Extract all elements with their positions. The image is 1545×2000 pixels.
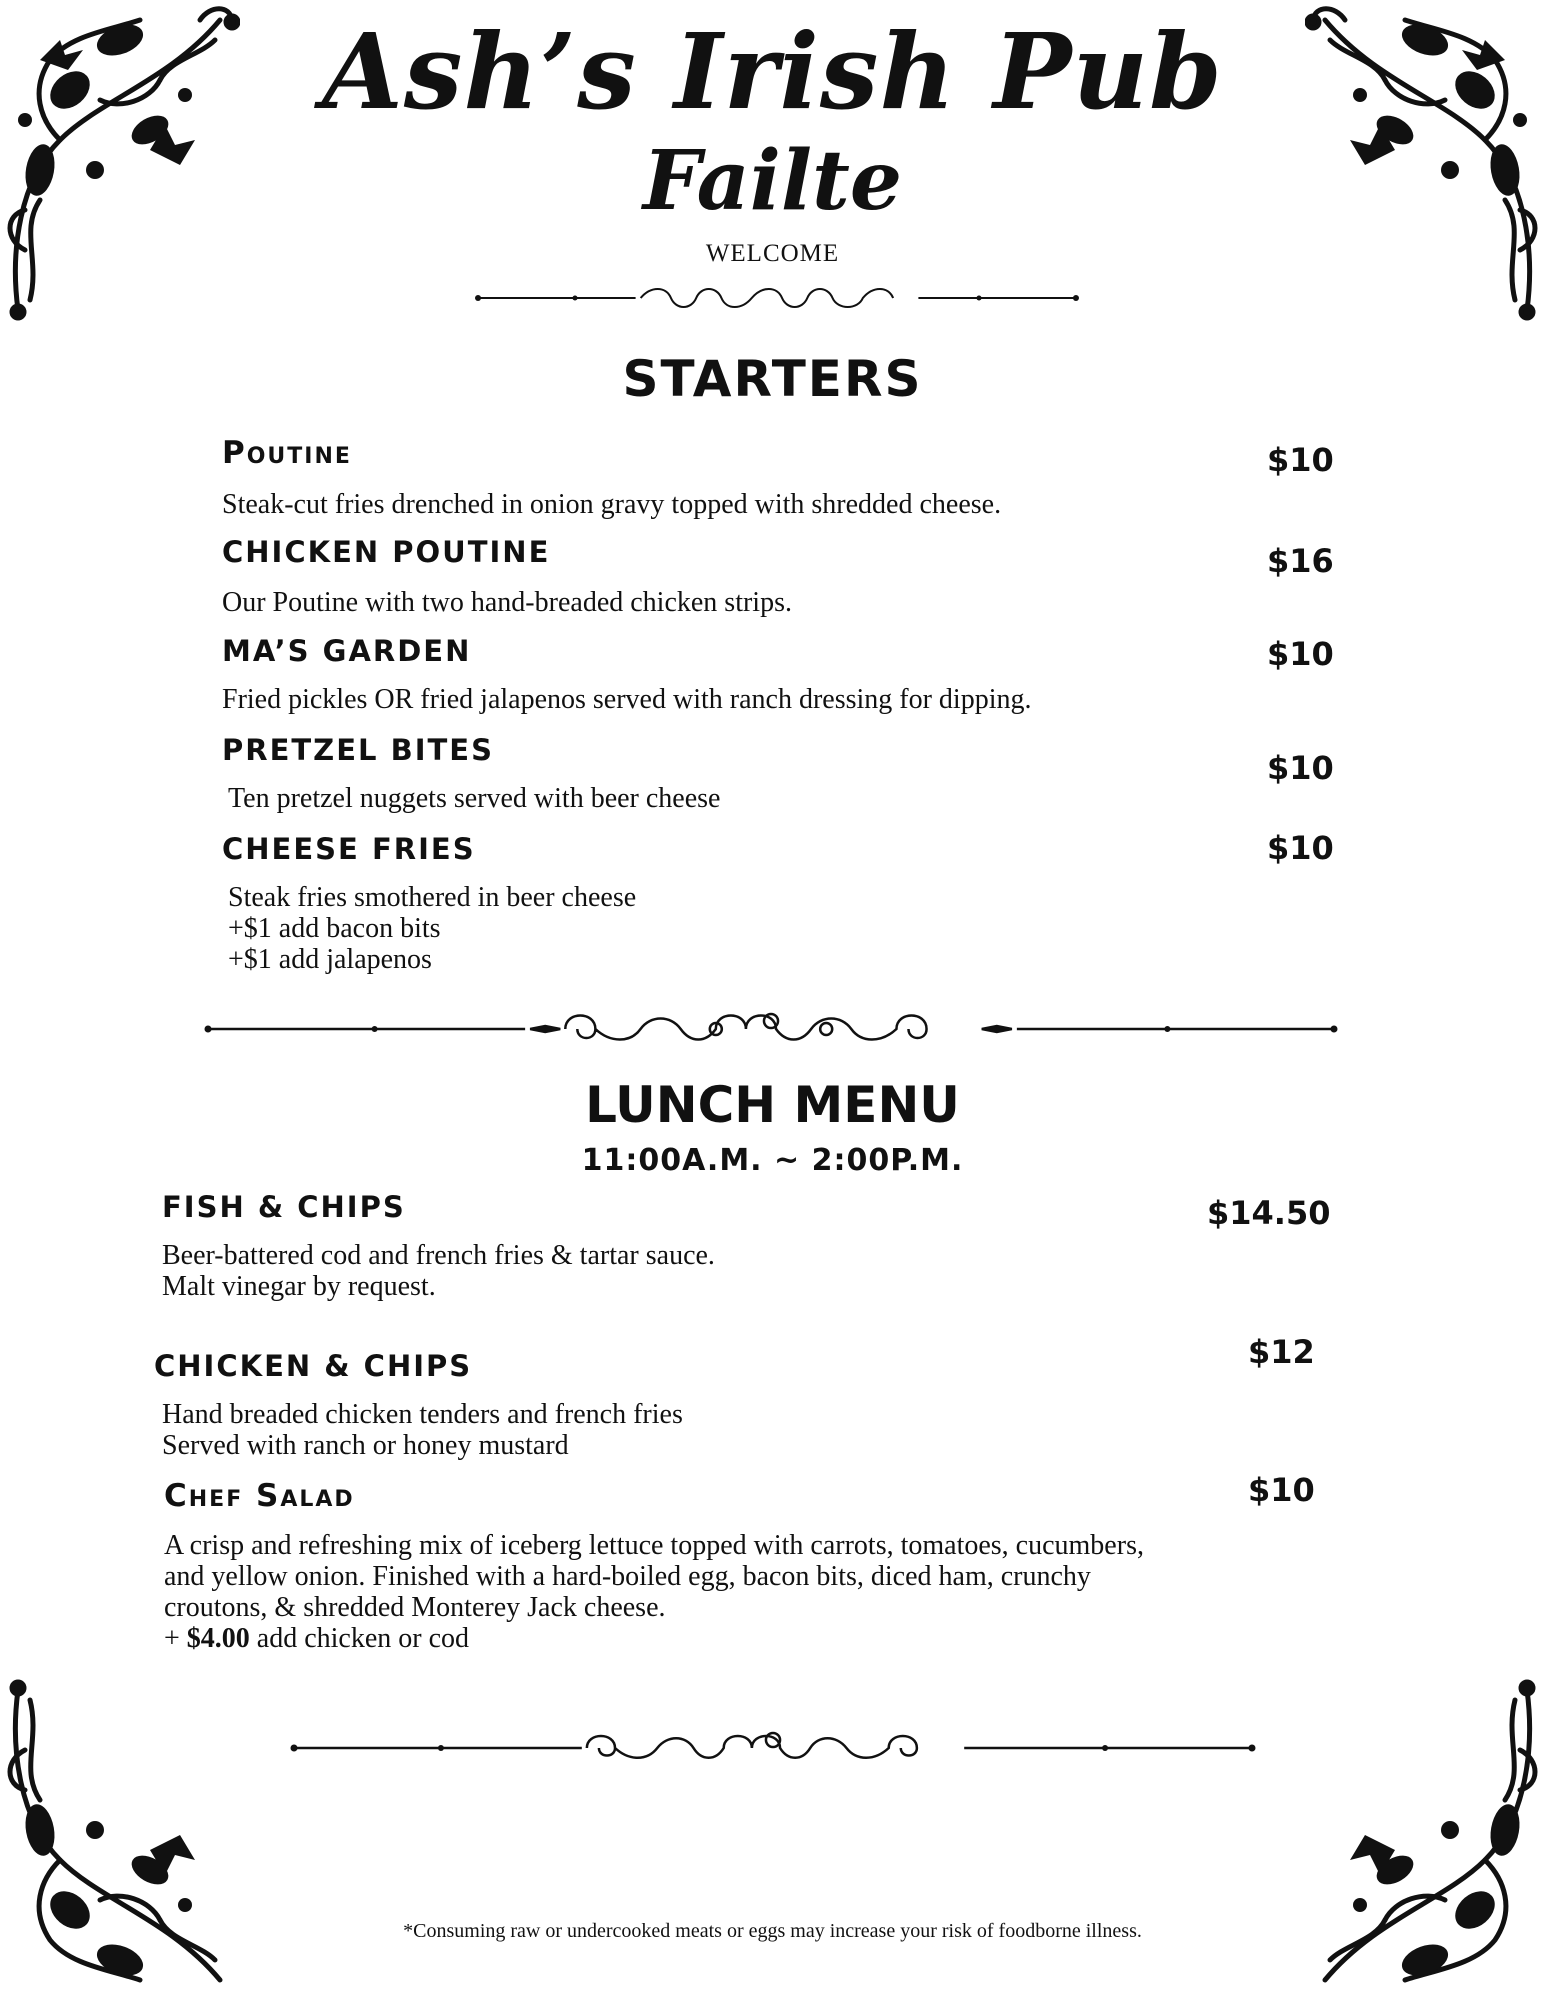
item-price: $10	[1267, 829, 1334, 867]
floral-corner-ornament-icon	[1305, 1670, 1545, 2000]
lunch-hours: 11:00A.M. ~ 2:00P.M.	[581, 1143, 964, 1178]
item-description: Steak-cut fries drenched in onion gravy topped with shredded cheese.	[222, 489, 1002, 520]
item-price: $10	[1267, 749, 1334, 787]
pub-name-title: Ash’s Irish Pub	[322, 10, 1223, 133]
item-price: $10	[1248, 1471, 1315, 1509]
item-name: CHICKEN & CHIPS	[154, 1349, 473, 1383]
item-description: Steak fries smothered in beer cheese +$1 add bacon bits +$1 add jalapenos	[228, 882, 637, 975]
item-price: $14.50	[1207, 1194, 1331, 1232]
item-name: PRETZEL BITES	[222, 733, 494, 767]
item-name: CHICKEN POUTINE	[222, 535, 551, 569]
food-safety-disclaimer: *Consuming raw or undercooked meats or eggs may increase your risk of foodborne illness.	[403, 1920, 1142, 1942]
item-price: $12	[1248, 1333, 1315, 1371]
item-name: Chef Salad	[164, 1478, 355, 1514]
pub-subtitle: Failte	[642, 133, 903, 229]
scroll-divider-ornament-icon	[290, 1727, 1256, 1769]
item-description: Beer-battered cod and french fries & tartar sauce. Malt vinegar by request.	[162, 1240, 715, 1302]
item-price: $10	[1267, 441, 1334, 479]
item-description: Ten pretzel nuggets served with beer cheese	[228, 783, 721, 814]
item-name: FISH & CHIPS	[162, 1190, 406, 1224]
scroll-divider-ornament-icon	[474, 283, 1080, 313]
scroll-divider-ornament-icon	[204, 1007, 1338, 1051]
item-price: $16	[1267, 542, 1334, 580]
item-description: Our Poutine with two hand-breaded chicken strips.	[222, 587, 792, 618]
item-name: CHEESE FRIES	[222, 832, 476, 866]
item-description: Fried pickles OR fried jalapenos served with ranch dressing for dipping.	[222, 684, 1032, 715]
item-description: A crisp and refreshing mix of iceberg lettuce topped with carrots, tomatoes, cucumbers, and yellow onion. Finished with a hard-boiled egg, bacon bits, diced ham, crunchy croutons, & shredded Monterey Jack cheese. + $4.00 add chicken or cod	[164, 1530, 1144, 1654]
item-name: Poutine	[222, 435, 352, 471]
starters-heading: STARTERS	[622, 350, 923, 408]
lunch-menu-heading: LUNCH MENU	[585, 1076, 960, 1134]
floral-corner-ornament-icon	[0, 1670, 240, 2000]
item-name: MA’S GARDEN	[222, 634, 472, 668]
welcome-tagline: WELCOME	[705, 240, 840, 267]
item-description: Hand breaded chicken tenders and french fries Served with ranch or honey mustard	[162, 1399, 683, 1461]
item-price: $10	[1267, 635, 1334, 673]
